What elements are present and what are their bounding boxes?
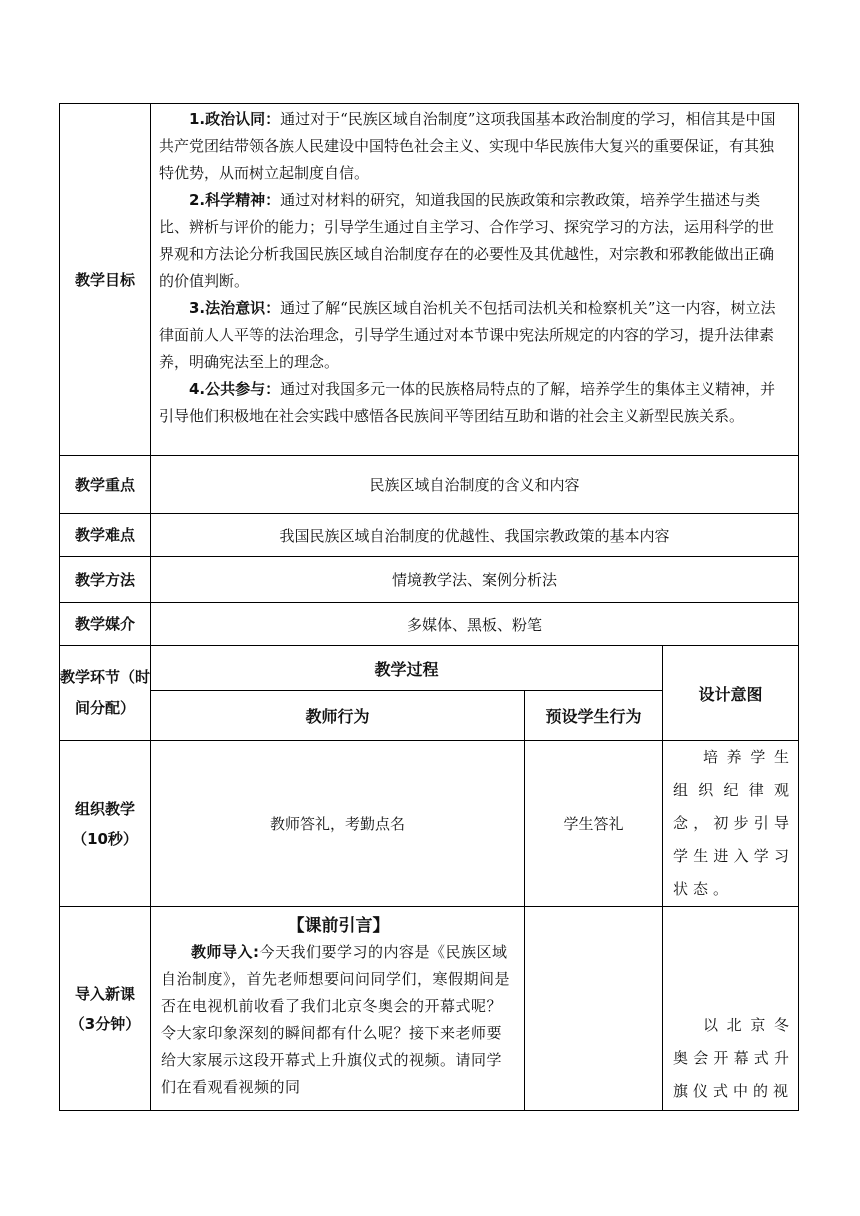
intro-design: 以北京冬奥会开幕式升旗仪式中的视 [663,907,799,1111]
key-points-label: 教学重点 [60,456,151,514]
objective-item [159,106,788,187]
key-points-value: 民族区域自治制度的含义和内容 [151,456,799,514]
design-header: 设计意图 [663,646,799,741]
process-header: 教学过程 [151,646,663,691]
difficulties-value: 我国民族区域自治制度的优越性、我国宗教政策的基本内容 [151,514,799,557]
objective-title: 1.政治认同： [189,110,281,128]
objective-title: 2.科学精神： [189,191,281,209]
media-label: 教学媒介 [60,603,151,646]
objective-text: 通过对于“民族区域自治制度”这项我国基本政治制度的学习，相信其是中国共产党团结带领各族人民建设中国特色社会主义、实现中华民族伟大复兴的重要保证，有其独特优势，从而树立起制度自信。 [159,110,776,182]
lesson-plan-table [59,103,799,1111]
intro-stage [60,907,151,1111]
intro-title: 【课前引言】 [287,916,390,936]
intro-teacher [151,907,525,1111]
intro-stage-name: 导入新课 [74,985,135,1003]
objective-text: 通过对我国多元一体的民族格局特点的了解，培养学生的集体主义精神，并引导他们积极地在社会实践中感悟各民族间平等团结互助和谐的社会主义新型民族关系。 [159,380,776,425]
organize-stage-name: 组织教学 [74,799,135,818]
media-value: 多媒体、黑板、粉笔 [151,603,799,646]
objective-item [159,376,788,430]
organize-stage [60,741,151,907]
objectives-label: 教学目标 [60,104,151,456]
organize-design: 培养学生组织纪律观念，初步引导学生进入学习状态。 [663,741,799,907]
objective-text: 通过了解“民族区域自治机关不包括司法机关和检察机关”这一内容，树立法律面前人人平等的法治理念，引导学生通过对本节课中宪法所规定的内容的学习，提升法律素养，明确宪法至上的理念。 [159,299,776,371]
objective-item [159,295,788,376]
objective-title: 3.法治意识： [189,299,281,317]
intro-lead: 教师导入: [191,943,260,961]
organize-stage-time: （10秒） [72,829,138,848]
objective-item [159,187,788,295]
teacher-header: 教师行为 [151,691,525,741]
difficulties-label: 教学难点 [60,514,151,557]
intro-student [525,907,663,1111]
organize-student: 学生答礼 [525,741,663,907]
intro-body: 今天我们要学习的内容是《民族区域自治制度》，首先老师想要问问同学们，寒假期间是否在电视机前收看了我们北京冬奥会的开幕式呢？令大家印象深刻的瞬间都有什么呢？接下来老师要给大家展示这段开幕式上升旗仪式的视频。请同学们在看观看视频的同 [161,943,511,1096]
student-header: 预设学生行为 [525,691,663,741]
objective-title: 4.公共参与： [189,380,281,398]
methods-label: 教学方法 [60,557,151,603]
objective-text: 通过对材料的研究，知道我国的民族政策和宗教政策，培养学生描述与类比、辨析与评价的能力；引导学生通过自主学习、合作学习、探究学习的方法，运用科学的世界观和方法论分析我国民族区域自治制度存在的必要性及其优越性，对宗教和邪教能做出正确的价值判断。 [159,191,775,290]
methods-value: 情境教学法、案例分析法 [151,557,799,603]
objectives-content [151,104,799,456]
stage-header: 教学环节（时间分配） [60,646,151,741]
intro-text [161,939,516,1101]
intro-stage-time: （3分钟） [69,1015,141,1033]
organize-teacher: 教师答礼，考勤点名 [151,741,525,907]
